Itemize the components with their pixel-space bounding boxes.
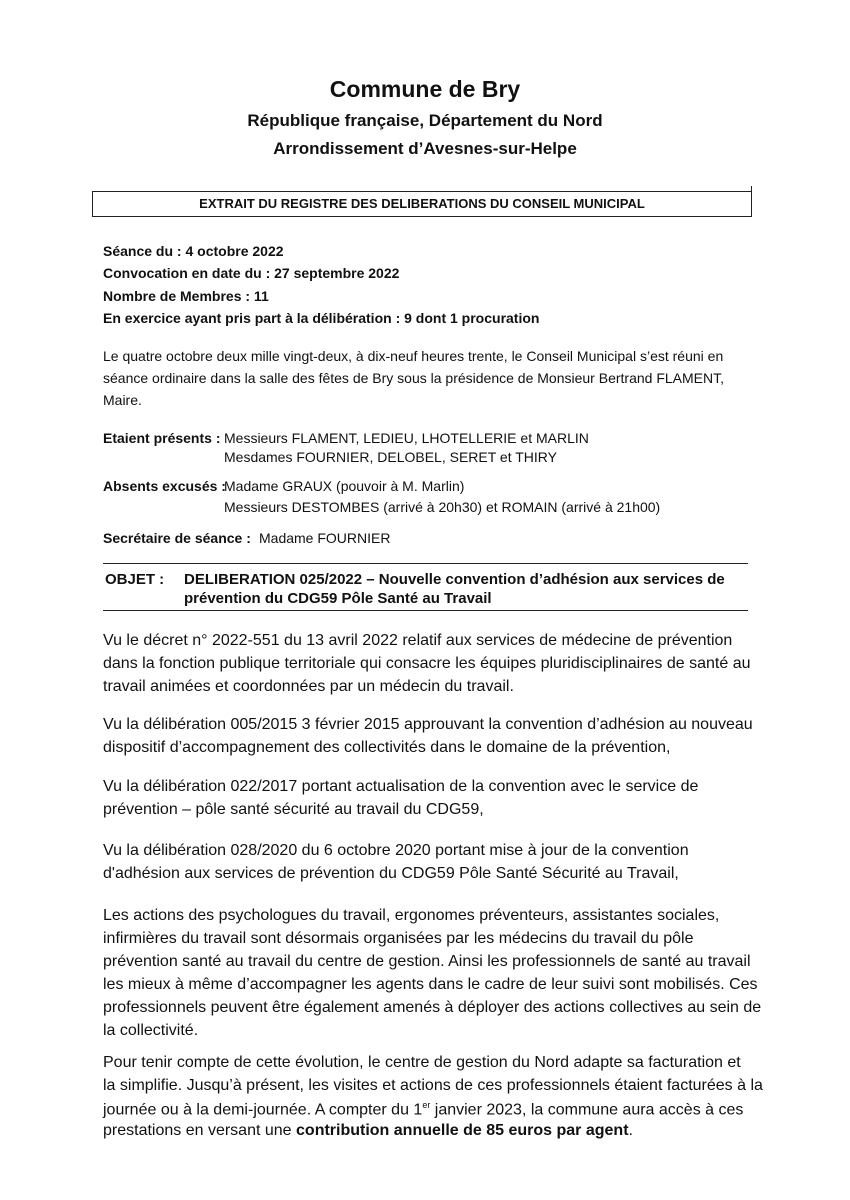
absents-messieurs: Messieurs DESTOMBES (arrivé à 20h30) et ROMAIN (arrivé à 21h00) xyxy=(224,499,661,515)
body-line: prévention – pôle santé sécurité au travail du CDG59, xyxy=(103,801,484,818)
secretaire-name: Madame FOURNIER xyxy=(259,530,391,546)
absents-label: Absents excusés : xyxy=(103,478,226,494)
body-line: Les actions des psychologues du travail, ergonomes préventeurs, assistantes sociales, xyxy=(103,907,720,924)
intro-line: Le quatre octobre deux mille vingt-deux, à dix-neuf heures trente, le Conseil Municipal s’est réuni en xyxy=(103,348,724,364)
nombre-membres: Nombre de Membres : 11 xyxy=(103,288,269,304)
secretaire-label: Secrétaire de séance : xyxy=(103,530,251,546)
body-line-contribution xyxy=(103,1122,633,1140)
convocation-date: Convocation en date du : 27 septembre 2022 xyxy=(103,265,400,281)
body-line: Pour tenir compte de cette évolution, le centre de gestion du Nord adapte sa facturation et xyxy=(103,1054,741,1071)
body-line: Vu le décret n° 2022-551 du 13 avril 2022 relatif aux services de médecine de prévention xyxy=(103,632,733,649)
presents-messieurs: Messieurs FLAMENT, LEDIEU, LHOTELLERIE et MARLIN xyxy=(224,430,589,446)
objet-title-line: DELIBERATION 025/2022 – Nouvelle convention d’adhésion aux services de xyxy=(184,571,725,588)
body-text: . xyxy=(628,1122,633,1139)
membres-exercice: En exercice ayant pris part à la délibération : 9 dont 1 procuration xyxy=(103,310,540,326)
objet-label: OBJET : xyxy=(105,571,165,588)
objet-top-rule xyxy=(103,563,748,564)
page-subtitle-republique: République française, Département du Nord xyxy=(247,111,603,130)
contribution-amount: contribution annuelle de 85 euros par agent xyxy=(296,1122,629,1139)
ordinal-superscript: er xyxy=(422,1100,431,1110)
registre-banner-text: EXTRAIT DU REGISTRE DES DELIBERATIONS DU CONSEIL MUNICIPAL xyxy=(199,196,645,211)
absents-madame: Madame GRAUX (pouvoir à M. Marlin) xyxy=(224,478,465,494)
body-line: infirmières du travail sont désormais organisées par les médecins du travail du pôle xyxy=(103,930,694,947)
body-line: professionnels peuvent être également amenés à déployer des actions collectives au sein de xyxy=(103,999,762,1016)
body-text: janvier 2023, la commune aura accès à ces xyxy=(430,1101,744,1119)
body-line: la collectivité. xyxy=(103,1022,199,1039)
body-line: prévention santé au travail du centre de gestion. Ainsi les professionnels de santé au travail xyxy=(103,953,751,970)
presents-mesdames: Mesdames FOURNIER, DELOBEL, SERET et THIRY xyxy=(224,449,557,465)
objet-title-line: prévention du CDG59 Pôle Santé au Travail xyxy=(184,590,492,607)
presents-label: Etaient présents : xyxy=(103,430,221,446)
body-text: journée ou à la demi-journée. A compter du 1 xyxy=(103,1101,423,1119)
intro-line: séance ordinaire dans la salle des fêtes de Bry sous la présidence de Monsieur Bertrand FLAMENT, xyxy=(103,370,724,386)
body-line: Vu la délibération 005/2015 3 février 2015 approuvant la convention d’adhésion au nouveau xyxy=(103,716,753,733)
page-title: Commune de Bry xyxy=(329,76,521,102)
body-line: d'adhésion aux services de prévention du CDG59 Pôle Santé Sécurité au Travail, xyxy=(103,865,679,882)
body-line: la simplifie. Jusqu’à présent, les visites et actions de ces professionnels étaient facturées à la xyxy=(103,1077,763,1094)
body-line: dans la fonction publique territoriale qui consacre les équipes pluridisciplinaires de santé au xyxy=(103,655,751,672)
objet-bottom-rule xyxy=(103,610,748,611)
body-line: Vu la délibération 028/2020 du 6 octobre 2020 portant mise à jour de la convention xyxy=(103,842,689,859)
body-line: travail animées et coordonnées par un médecin du travail. xyxy=(103,678,514,695)
seance-date: Séance du : 4 octobre 2022 xyxy=(103,243,284,259)
page-subtitle-arrondissement: Arrondissement d’Avesnes-sur-Helpe xyxy=(273,139,577,158)
body-line-date xyxy=(103,1100,743,1119)
body-line: Vu la délibération 022/2017 portant actualisation de la convention avec le service de xyxy=(103,778,699,795)
body-text: prestations en versant une xyxy=(103,1122,297,1139)
body-line: dispositif d’accompagnement des collectivités dans le domaine de la prévention, xyxy=(103,739,671,756)
body-line: les mieux à même d’accompagner les agents dans le cadre de leur suivi sont mobilisés. Ces xyxy=(103,976,758,993)
intro-line: Maire. xyxy=(103,392,142,408)
